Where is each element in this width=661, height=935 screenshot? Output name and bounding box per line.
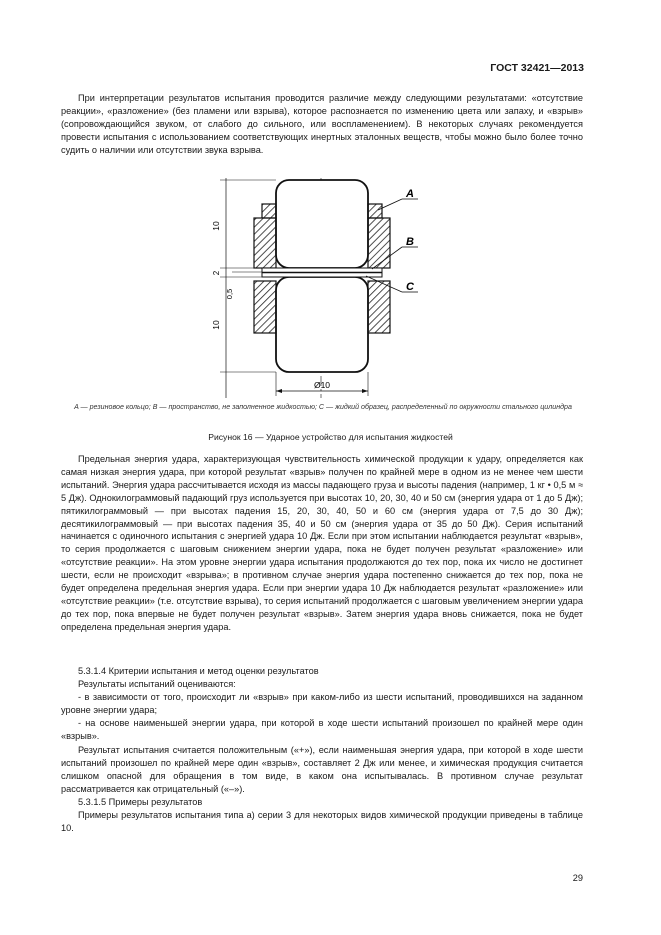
- lower-cylinder: [276, 277, 368, 372]
- guide-ring-upper-right: [368, 218, 390, 268]
- guide-ring-lower-left: [254, 281, 276, 333]
- label-b: B: [406, 236, 414, 248]
- upper-cylinder: [276, 180, 368, 268]
- guide-ring-upper-left: [254, 218, 276, 268]
- body-paragraph-2: Результаты испытаний оцениваются:: [78, 679, 236, 689]
- section-5-3-1-5: 5.3.1.5 Примеры результатов: [78, 797, 203, 807]
- body-paragraph-3: Результат испытания считается положительным («+»), если наименьшая энергия удара, при которой в ходе шести испытаний произошел по крайней мере один «взрыв», составляет 2 Дж или менее, и химическая продукция считается слишком опасной для обращения в том виде, в каком она испытывалась. В противном случае результат рассматривается как отрицательный («–»).: [61, 745, 583, 794]
- figure-title: Рисунок 16 — Ударное устройство для испытания жидкостей: [208, 432, 453, 442]
- bullet-1: - в зависимости от того, происходит ли «взрыв» при каком-либо из шести испытаний, проводившихся на заданном уровне энергии удара;: [61, 692, 583, 715]
- intro-paragraph: При интерпретации результатов испытания проводится различие между следующими результатами: «отсутствие реакции», «разложение» (без пламени или взрыва), которое распознается по изменению цвета или запаху, и «взрыв» (сопровождающийся звуком, от слабого до сильного, или воспламенением). В некоторых случаях рекомендуется провести испытания с использованием соответствующих инертных эталонных веществ, чтобы можно было более точно судить о наличии или отсутствии звука взрыва.: [61, 93, 583, 155]
- body-paragraph-4: Примеры результатов испытания типа а) серии 3 для некоторых видов химической продукции приведены в таблице 10.: [61, 810, 583, 833]
- dim-bottom: 10: [211, 320, 221, 330]
- label-c: C: [406, 281, 414, 293]
- dim-gap: 2: [212, 270, 221, 276]
- dim-diameter: Ø10: [313, 380, 331, 390]
- rubber-ring-right: [368, 204, 382, 218]
- page-number: 29: [572, 873, 583, 883]
- figure-legend: A — резиновое кольцо; B — пространство, не заполненное жидкостью; C — жидкий образец, распределенный по окружности стального цилиндра: [74, 403, 572, 411]
- guide-ring-lower-right: [368, 281, 390, 333]
- rubber-ring-left: [262, 204, 276, 218]
- label-a: A: [406, 188, 414, 200]
- standard-header: ГОСТ 32421—2013: [490, 62, 584, 74]
- body-paragraph-1: Предельная энергия удара, характеризующая чувствительность химической продукции к удару, определяется как самая низкая энергия удара, при которой результат «взрыв» получен по крайней мере в одном из не менее чем шести испытаний. Энергия удара рассчитывается исходя из массы падающего груза и высоты падения (например, 1 кг • 0,5 м ≈ 5 Дж). Однокилограммовый падающий груз используется при высотах 10, 20, 30, 40 и 50 см (энергия удара от 1 до 5 Дж); пятикилограммовый — при высотах падения 15, 20, 30, 40, 50 и 60 см (энергия удара от 7,5 до 30 Дж); десятикилограммовый — при высотах падения 35, 40 и 50 см (энергия удара от 35 до 50 Дж). Серия испытаний начинается с одиночного испытания с энергией удара 10 Дж. Если при этом испытании наблюдается результат «взрыв», то серия продолжается с шаговым снижением энергии удара, пока не будет получен результат «разложение» или «отсутствие реакции». На этом уровне энергии удара испытания продолжаются до тех пор, пока их число не достигнет шести, если не происходит «взрыва»; в противном случае энергия удара постепенно снижается до тех пор, пока не будет определена предельная энергия удара. Если при энергии удара 10 Дж наблюдается результат «разложение» или «отсутствие реакции» (т.е. отсутствие взрыва), то серия испытаний продолжается с шаговым увеличением энергии удара до тех пор, пока впервые не будет получен результат «взрыв». Затем энергия удара вновь снижается, пока не будет определена предельная энергия удара.: [61, 454, 583, 632]
- dim-half: 0,5: [225, 288, 234, 300]
- dim-top: 10: [211, 221, 221, 231]
- bullet-2: - на основе наименьшей энергии удара, при которой в ходе шести испытаний произошел по крайней мере один «взрыв».: [61, 718, 583, 741]
- section-5-3-1-4: 5.3.1.4 Критерии испытания и метод оценки результатов: [78, 666, 319, 676]
